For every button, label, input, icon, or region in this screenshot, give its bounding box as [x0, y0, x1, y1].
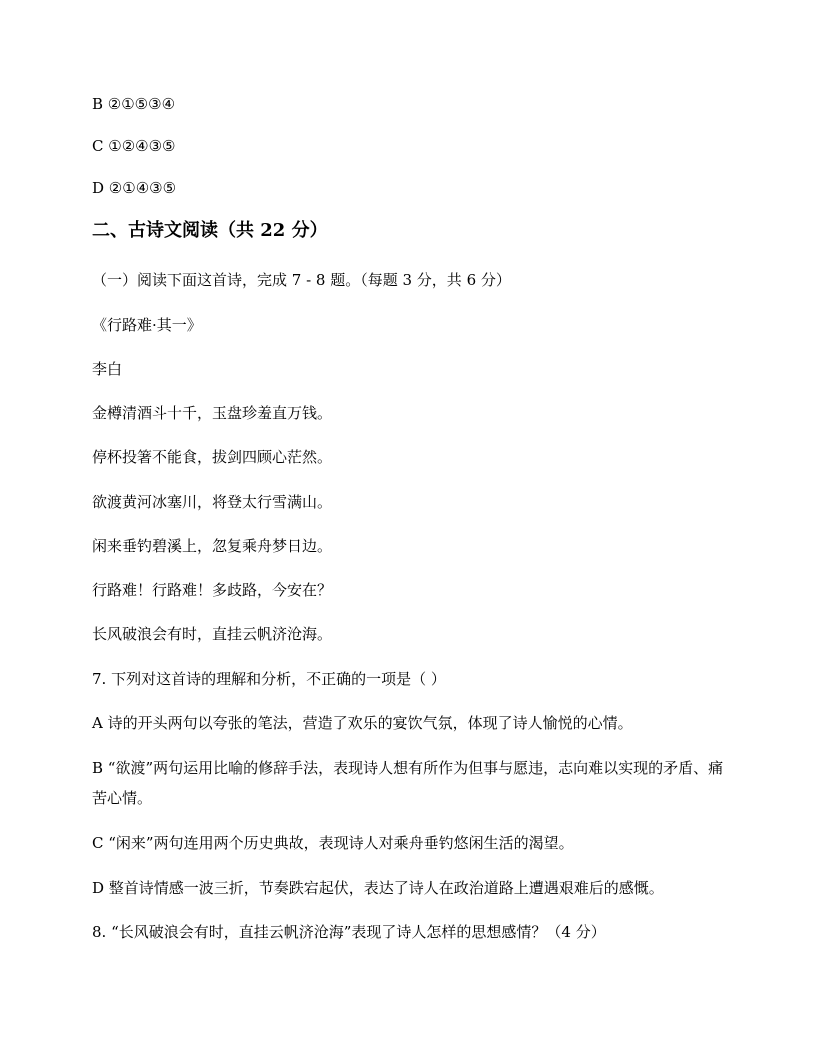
subsection-instruction: （一）阅读下面这首诗，完成 7 - 8 题。（每题 3 分，共 6 分） [92, 271, 511, 289]
option-b-prev: B ②①⑤③④ [92, 95, 176, 113]
question-7-stem: 7. 下列对这首诗的理解和分析，不正确的一项是（ ） [92, 670, 446, 688]
poem-line: 长风破浪会有时，直挂云帆济沧海。 [92, 625, 333, 643]
poem-line: 闲来垂钓碧溪上，忽复乘舟梦日边。 [92, 537, 333, 555]
poem-line: 金樽清酒斗十千，玉盘珍羞直万钱。 [92, 404, 333, 422]
option-d-prev: D ②①④③⑤ [92, 179, 177, 197]
option-c-prev: C ①②④③⑤ [92, 137, 176, 155]
question-7-option-d: D 整首诗情感一波三折，节奏跌宕起伏，表达了诗人在政治道路上遭遇艰难后的感慨。 [92, 879, 664, 897]
section-title: 二、古诗文阅读（共 22 分） [92, 220, 328, 241]
question-8-stem: 8. “长风破浪会有时，直挂云帆济沧海”表现了诗人怎样的思想感情？（4 分） [92, 923, 606, 941]
poem-title: 《行路难·其一》 [92, 316, 202, 334]
poem-line: 欲渡黄河冰塞川，将登太行雪满山。 [92, 493, 333, 511]
poem-author: 李白 [92, 360, 123, 378]
question-7-option-c: C “闲来”两句连用两个历史典故，表现诗人对乘舟垂钓悠闲生活的渴望。 [92, 834, 574, 852]
poem-line: 停杯投箸不能食，拔剑四顾心茫然。 [92, 448, 333, 466]
poem-line: 行路难！行路难！多歧路，今安在？ [92, 581, 333, 599]
question-7-option-b: B “欲渡”两句运用比喻的修辞手法，表现诗人想有所作为但事与愿违，志向难以实现的矛盾、痛苦心情。 [92, 759, 724, 807]
question-7-option-a: A 诗的开头两句以夸张的笔法，营造了欢乐的宴饮气氛，体现了诗人愉悦的心情。 [92, 714, 633, 732]
